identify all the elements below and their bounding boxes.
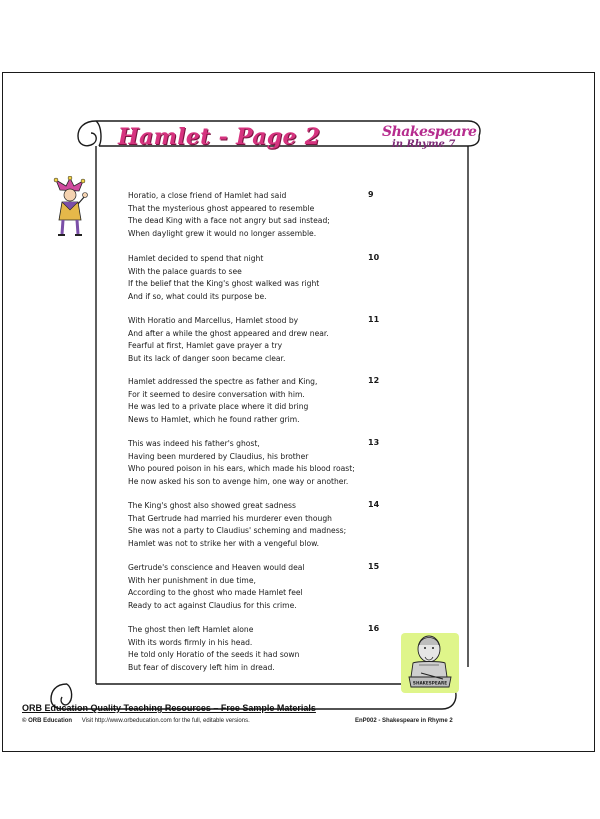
verse-line: Hamlet decided to spend that night xyxy=(128,254,264,263)
verse-line: Horatio, a close friend of Hamlet had said xyxy=(128,191,287,200)
jester-illustration xyxy=(52,176,88,240)
verse-line: With her punishment in due time, xyxy=(128,575,256,585)
verse-9 xyxy=(128,190,388,240)
verse-line: When daylight grew it would no longer assemble. xyxy=(128,228,317,238)
verse-16 xyxy=(128,624,388,674)
verse-line: And if so, what could its purpose be. xyxy=(128,291,267,301)
verse-12 xyxy=(128,376,388,426)
verse-line: She was not a party to Claudius' scheming and madness; xyxy=(128,526,347,536)
verse-line: With the palace guards to see xyxy=(128,266,242,276)
logo-line-1: Shakespeare xyxy=(382,124,477,140)
verse-line: The ghost then left Hamlet alone xyxy=(128,625,254,634)
verse-line: Gertrude's conscience and Heaven would deal xyxy=(128,563,305,572)
verse-line: If the belief that the King's ghost walked was right xyxy=(128,279,320,289)
verse-line: That Gertrude had married his murderer even though xyxy=(128,513,332,523)
verse-line: Who poured poison in his ears, which made his blood roast; xyxy=(128,464,355,474)
verse-line: Ready to act against Claudius for this crime. xyxy=(128,600,297,610)
verse-15 xyxy=(128,562,388,612)
footer-copyright: © ORB Education xyxy=(22,718,73,724)
verse-line: That the mysterious ghost appeared to resemble xyxy=(128,203,315,213)
verse-line: Hamlet addressed the spectre as father and King, xyxy=(128,377,318,386)
verse-number: 11 xyxy=(368,315,380,324)
verse-number: 15 xyxy=(368,562,380,571)
verse-10 xyxy=(128,253,388,303)
verse-line: For it seemed to desire conversation with him. xyxy=(128,389,305,399)
verse-number: 13 xyxy=(368,438,380,447)
verse-line: According to the ghost who made Hamlet feel xyxy=(128,588,303,598)
verse-line: This was indeed his father's ghost, xyxy=(128,439,260,448)
verse-line: He told only Horatio of the seeds it had sown xyxy=(128,650,300,660)
logo-line-2: in Rhyme 7 xyxy=(392,139,456,150)
page-title: Hamlet - Page 2 xyxy=(118,124,321,150)
footer-product-code: EnP002 - Shakespeare in Rhyme 2 xyxy=(355,718,453,724)
shakespeare-in-rhyme-logo xyxy=(382,124,477,154)
verse-line: He now asked his son to avenge him, one way or another. xyxy=(128,476,349,486)
verse-13 xyxy=(128,438,388,488)
shakespeare-bust-illustration xyxy=(399,627,461,697)
verse-line: But its lack of danger soon became clear. xyxy=(128,353,286,363)
verse-line: With Horatio and Marcellus, Hamlet stood by xyxy=(128,316,299,325)
verse-line: Fearful at first, Hamlet gave prayer a try xyxy=(128,341,283,351)
verse-line: Hamlet was not to strike her with a vengeful blow. xyxy=(128,538,320,548)
verse-line: He was led to a private place where it did bring xyxy=(128,402,309,412)
verse-11 xyxy=(128,315,388,365)
verse-line: Having been murdered by Claudius, his brother xyxy=(128,451,309,461)
verse-number: 10 xyxy=(368,253,380,262)
verse-number: 9 xyxy=(368,190,374,199)
verse-number: 16 xyxy=(368,624,380,633)
verse-line: The King's ghost also showed great sadness xyxy=(128,501,296,510)
book-label: SHAKESPEARE xyxy=(412,680,448,686)
footer-row xyxy=(22,718,572,724)
verse-line: With its words firmly in his head. xyxy=(128,637,253,647)
verse-line: And after a while the ghost appeared and drew near. xyxy=(128,328,329,338)
verse-14 xyxy=(128,500,388,550)
verse-number: 14 xyxy=(368,500,380,509)
verse-line: But fear of discovery left him in dread. xyxy=(128,662,275,672)
verse-line: The dead King with a face not angry but sad instead; xyxy=(128,216,330,226)
footer-visit-text: Visit http://www.orbeducation.com for the full, editable versions. xyxy=(81,718,250,724)
verse-line: News to Hamlet, which he found rather grim. xyxy=(128,414,300,424)
verse-number: 12 xyxy=(368,376,380,385)
footer-heading: ORB Education Quality Teaching Resources – Free Sample Materials xyxy=(22,703,316,713)
